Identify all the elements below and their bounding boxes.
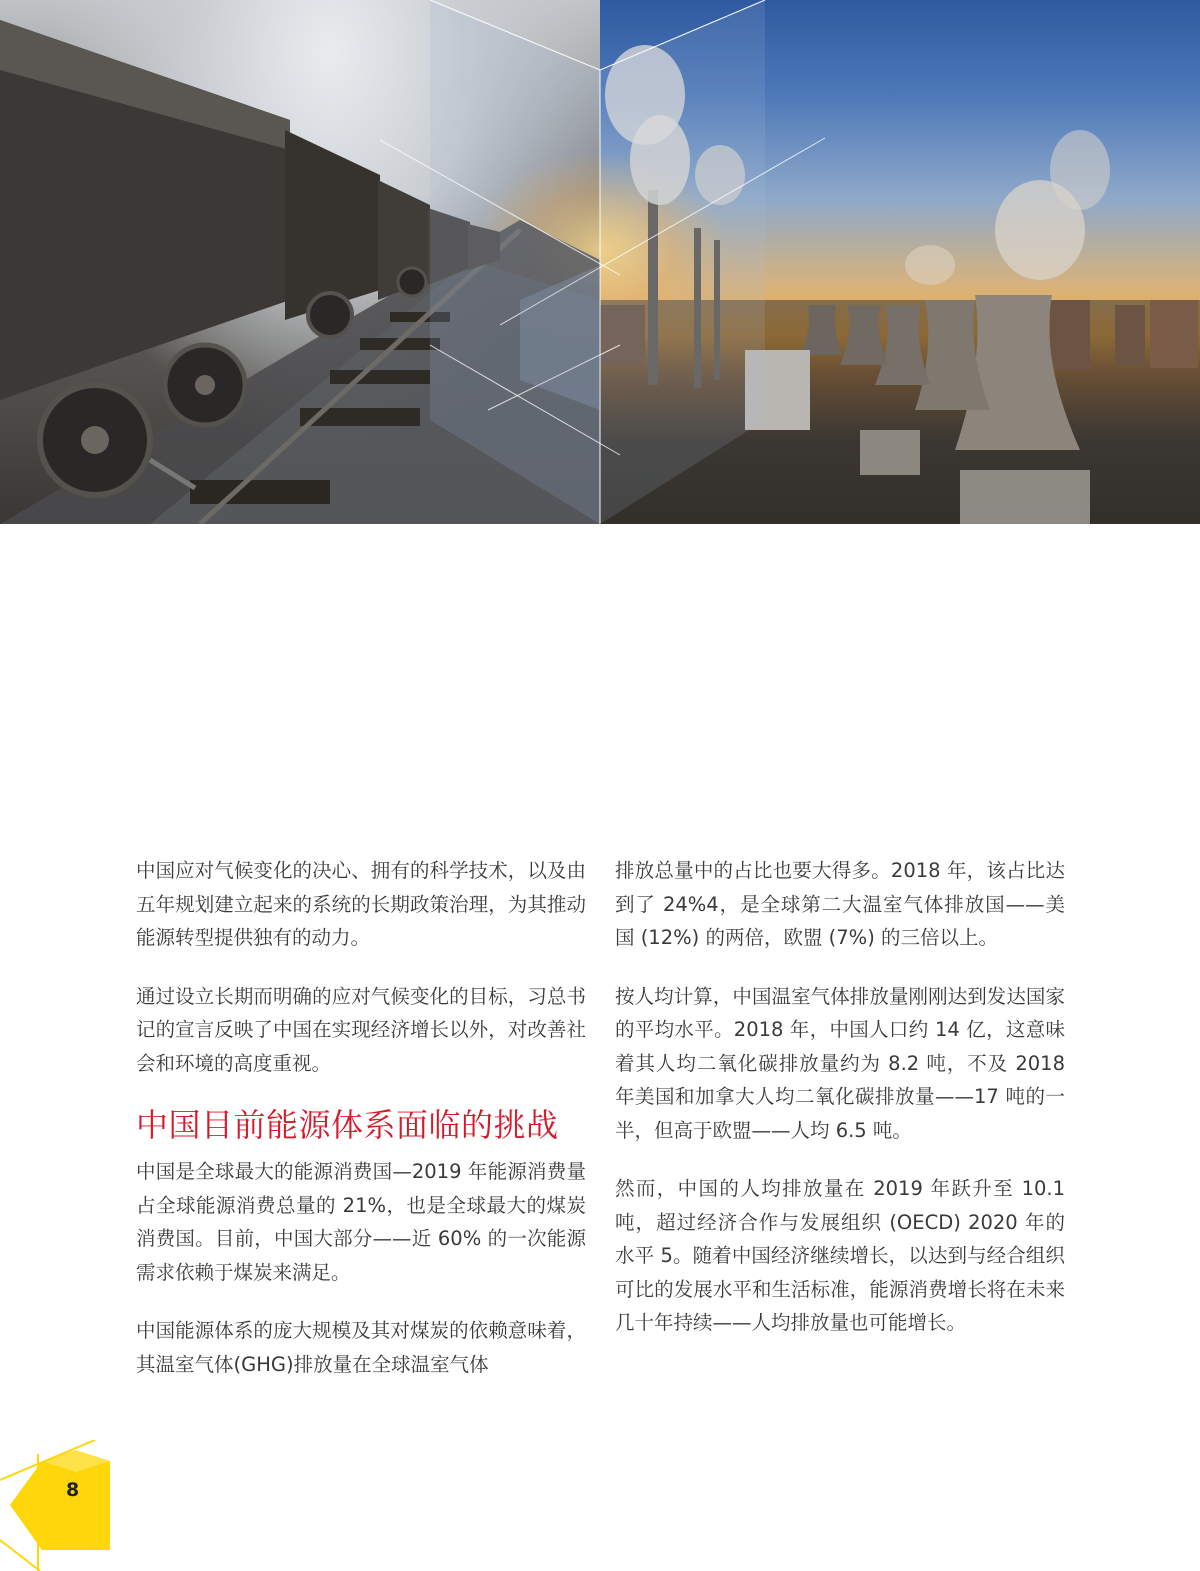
page-number: 8 — [66, 1479, 80, 1501]
paragraph-coal-dependence: 中国能源体系的庞大规模及其对煤炭的依赖意味着，其温室气体(GHG)排放量在全球温室气体 — [136, 1319, 586, 1376]
paragraph-long-term-goals: 通过设立长期而明确的应对气候变化的目标，习总书记的宣言反映了中国在实现经济增长以外，对改善社会和环境的高度重视。 — [136, 984, 586, 1075]
page-badge-hexagon — [0, 1440, 130, 1571]
right-column — [615, 854, 1065, 1365]
left-column — [136, 854, 586, 1406]
paragraph-emission-share: 排放总量中的占比也要大得多。2018 年，该占比达到了 24%4，是全球第二大温室气体排放国——美国 (12%) 的两倍，欧盟 (7%) 的三倍以上。 — [615, 859, 1065, 949]
paragraph-oecd-comparison: 然而，中国的人均排放量在 2019 年跃升至 10.1 吨，超过经济合作与发展组织 (OECD) 2020 年的水平 5。随着中国经济继续增长，以达到与经合组织可比的发展水平和生活标准，能源消费增长将在未来几十年持续——人均排放量也可能增长。 — [615, 1177, 1065, 1334]
paragraph-climate-determination: 中国应对气候变化的决心、拥有的科学技术，以及由五年规划建立起来的系统的长期政策治理，为其推动能源转型提供独有的动力。 — [136, 859, 586, 949]
paragraph-per-capita: 按人均计算，中国温室气体排放量刚刚达到发达国家的平均水平。2018 年，中国人口约 14 亿，这意味着其人均二氧化碳排放量约为 8.2 吨，不及 2018 年美国和加拿大人均二氧化碳排放量——17 吨的一半，但高于欧盟——人均 6.5 吨。 — [615, 984, 1065, 1142]
hero-image — [0, 0, 1200, 524]
section-heading: 中国目前能源体系面临的挑战 — [136, 1106, 559, 1144]
hero-illustration — [0, 0, 1200, 524]
paragraph-energy-consumer: 中国是全球最大的能源消费国—2019 年能源消费量占全球能源消费总量的 21%，也是全球最大的煤炭消费国。目前，中国大部分——近 60% 的一次能源需求依赖于煤炭来满足。 — [136, 1160, 586, 1284]
